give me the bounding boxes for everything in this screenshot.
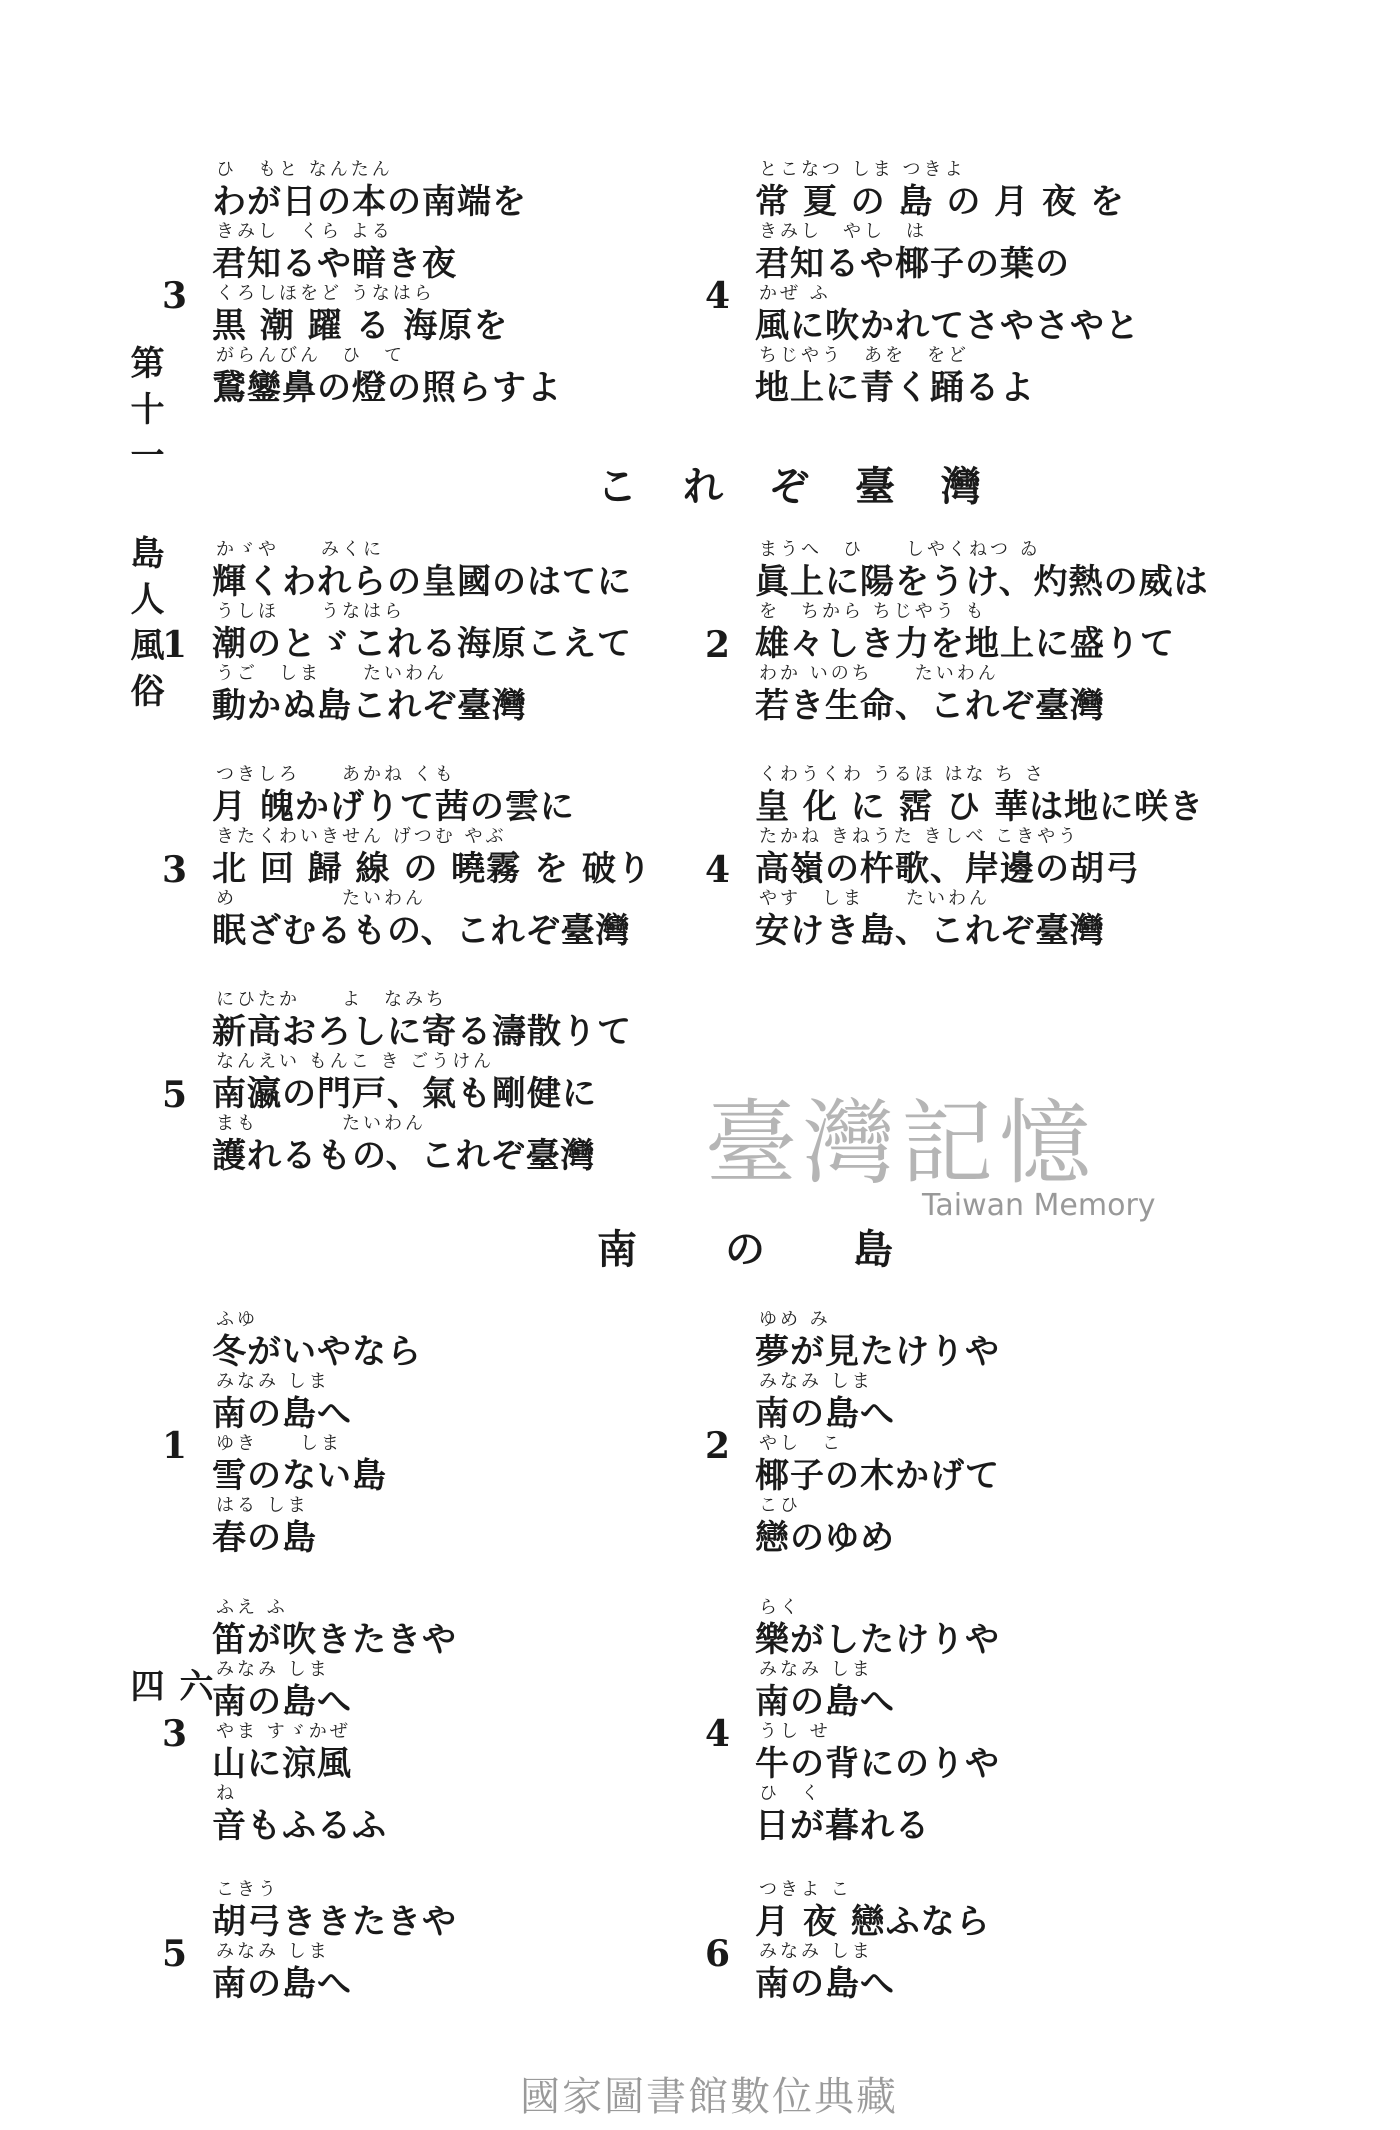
lyric-text: 護れるもの、これぞ臺灣 (212, 1136, 596, 1176)
furigana: たかね きねうた きしべ こきやう (759, 826, 1080, 847)
lyric-text: 南の島へ (212, 1682, 352, 1722)
lyric-line (755, 1942, 895, 2004)
lyric-line (755, 1598, 1000, 1660)
lyric-line (755, 1434, 1000, 1496)
verse-number: 3 (162, 1713, 188, 1755)
furigana: やす しま たいわん (759, 888, 990, 909)
verse-number: 2 (705, 624, 731, 666)
verse-number: 4 (705, 849, 731, 891)
lyric-text: 夢が見たけりや (755, 1332, 1000, 1372)
lyric-text: 樂がしたけりや (755, 1620, 1000, 1660)
furigana: ひ もと なんたん (216, 159, 393, 180)
furigana: ゆめ み (759, 1309, 831, 1330)
lyric-text: 眞上に陽をうけ、灼熱の威は (755, 562, 1209, 602)
lyric-line (212, 1052, 597, 1114)
lyric-text: 雪のない島 (212, 1456, 387, 1496)
lyric-line (212, 1784, 387, 1846)
lyric-line (755, 765, 1204, 827)
lyric-line (212, 827, 652, 889)
lyric-line (755, 540, 1209, 602)
furigana: うしほ うなはら (216, 601, 405, 622)
furigana: なんえい もんこ き ごうけん (216, 1051, 495, 1072)
furigana: め たいわん (216, 888, 426, 909)
lyric-text: 椰子の木かげて (755, 1456, 1000, 1496)
lyric-text: 潮のとゞこれる海原こえて (212, 624, 632, 664)
lyric-text: 南の島へ (212, 1964, 352, 2004)
lyric-text: 南の島へ (212, 1394, 352, 1434)
lyric-text: 風に吹かれてさやさやと (755, 306, 1140, 346)
lyric-line (212, 284, 508, 346)
lyric-line (212, 1722, 352, 1784)
furigana: わか いのち たいわん (759, 663, 999, 684)
lyric-text: 鵞鑾鼻の燈の照らすよ (212, 368, 562, 408)
lyric-line (755, 284, 1140, 346)
furigana: かゞや みくに (216, 539, 384, 560)
song-title: 南の島 (597, 1226, 981, 1273)
lyric-line (755, 160, 1125, 222)
furigana: きみし やし は (759, 221, 927, 242)
verse-number: 5 (162, 1933, 188, 1975)
furigana: とこなつ しま つきよ (759, 159, 966, 180)
lyric-text: 君知るや暗き夜 (212, 244, 457, 284)
furigana: みなみ しま (759, 1941, 873, 1962)
lyric-text: 笛が吹きたきや (212, 1620, 457, 1660)
lyric-line (755, 1722, 1000, 1784)
verse-number: 1 (162, 624, 188, 666)
lyric-text: 胡弓ききたきや (212, 1902, 457, 1942)
lyric-line (212, 1114, 596, 1176)
furigana: はる しま (216, 1495, 309, 1516)
lyric-line (212, 889, 631, 951)
lyric-text: 戀のゆめ (755, 1518, 895, 1558)
furigana: みなみ しま (759, 1659, 873, 1680)
lyric-text: 音もふるふ (212, 1806, 387, 1846)
lyric-text: 若き生命、これぞ臺灣 (755, 686, 1105, 726)
lyric-line (212, 1942, 352, 2004)
lyric-text: 北 回 歸 線 の 曉霧 を 破り (212, 849, 652, 889)
lyric-line (212, 160, 527, 222)
lyric-text: 冬がいやなら (212, 1332, 422, 1372)
footer-credit: 國家圖書館數位典藏 (520, 2074, 898, 2120)
lyric-line (212, 1434, 387, 1496)
lyric-text: 南瀛の門戸、氣も剛健に (212, 1074, 597, 1114)
verse-number: 1 (162, 1425, 188, 1467)
lyric-text: 常 夏 の 島 の 月 夜 を (755, 182, 1125, 222)
watermark-english: Taiwan Memory (922, 1188, 1156, 1223)
verse-number: 4 (705, 275, 731, 317)
furigana: らく (759, 1597, 801, 1618)
lyric-line (755, 827, 1140, 889)
lyric-text: 眠ざむるもの、これぞ臺灣 (212, 911, 631, 951)
lyric-text: 春の島 (212, 1518, 317, 1558)
page-number: 六四 (124, 1668, 213, 1714)
verse-number: 2 (705, 1425, 731, 1467)
lyric-line (755, 1880, 991, 1942)
furigana: を ちから ちじやう も (759, 601, 987, 622)
running-head: 第十一 島人風俗 (124, 345, 164, 719)
lyric-text: 月 夜 戀ふなら (755, 1902, 991, 1942)
lyric-line (212, 1372, 352, 1434)
lyric-text: 南の島へ (755, 1682, 895, 1722)
furigana: くわうくわ うるほ はな ち さ (759, 764, 1046, 785)
furigana: こひ (759, 1495, 801, 1516)
lyric-line (755, 1310, 1000, 1372)
furigana: がらんびん ひ て (216, 345, 405, 366)
furigana: まも たいわん (216, 1113, 426, 1134)
lyric-line (212, 664, 527, 726)
lyric-line (212, 1598, 457, 1660)
furigana: ふえ ふ (216, 1597, 288, 1618)
furigana: つきしろ あかね くも (216, 764, 456, 785)
lyric-line (212, 990, 632, 1052)
verse-number: 6 (705, 1933, 731, 1975)
verse-number: 4 (705, 1713, 731, 1755)
lyric-line (755, 1496, 895, 1558)
lyric-text: 輝くわれらの皇國のはてに (212, 562, 632, 602)
lyric-line (212, 346, 562, 408)
lyric-line (755, 1372, 895, 1434)
lyric-text: 新高おろしに寄る濤散りて (212, 1012, 632, 1052)
lyric-text: 黒 潮 躍 る 海原を (212, 306, 509, 346)
lyric-text: 動かぬ島これぞ臺灣 (212, 686, 527, 726)
lyric-line (212, 1660, 352, 1722)
lyric-line (212, 540, 632, 602)
furigana: ひ く (759, 1783, 822, 1804)
furigana: こきう (216, 1879, 279, 1900)
lyric-text: 月 魄かげりて茜の雲に (212, 787, 575, 827)
furigana: つきよ こ (759, 1879, 852, 1900)
furigana: ふゆ (216, 1309, 258, 1330)
lyric-text: 南の島へ (755, 1964, 895, 2004)
lyric-text: 日が暮れる (755, 1806, 930, 1846)
lyric-text: 雄々しき力を地上に盛りて (755, 624, 1175, 664)
lyric-line (755, 1784, 930, 1846)
verse-number: 3 (162, 275, 188, 317)
lyric-line (755, 222, 1070, 284)
furigana: にひたか よ なみち (216, 989, 447, 1010)
lyric-line (755, 889, 1105, 951)
lyric-line (212, 1496, 317, 1558)
lyric-line (755, 1660, 895, 1722)
furigana: くろしほをど うなはら (216, 283, 435, 304)
lyric-line (755, 664, 1105, 726)
furigana: ね (216, 1783, 237, 1804)
lyric-text: 皇 化 に 霑 ひ 華は地に咲き (755, 787, 1205, 827)
lyric-line (212, 765, 575, 827)
furigana: きみし くら よる (216, 221, 393, 242)
furigana: みなみ しま (216, 1941, 330, 1962)
furigana: うし せ (759, 1721, 831, 1742)
furigana: みなみ しま (216, 1659, 330, 1680)
furigana: やし こ (759, 1433, 843, 1454)
lyric-text: 牛の背にのりや (755, 1744, 1000, 1784)
lyric-line (755, 346, 1035, 408)
lyric-text: 南の島へ (755, 1394, 895, 1434)
lyric-text: 安けき島、これぞ臺灣 (755, 911, 1105, 951)
furigana: うご しま たいわん (216, 663, 447, 684)
song-title: これぞ臺灣 (597, 463, 1027, 510)
lyric-text: 地上に青く踊るよ (755, 368, 1035, 408)
furigana: みなみ しま (216, 1371, 330, 1392)
verse-number: 5 (162, 1074, 188, 1116)
furigana: みなみ しま (759, 1371, 873, 1392)
lyric-text: 高嶺の杵歌、岸邊の胡弓 (755, 849, 1140, 889)
watermark-chinese: 臺灣記憶 (705, 1090, 1098, 1197)
lyric-line (212, 1880, 457, 1942)
furigana: きたくわいきせん げつむ やぶ (216, 826, 507, 847)
furigana: ゆき しま (216, 1433, 342, 1454)
furigana: ちじやう あを をど (759, 345, 969, 366)
furigana: かぜ ふ (759, 283, 831, 304)
lyric-text: 山に涼風 (212, 1744, 352, 1784)
furigana: まうへ ひ しやくねつ ゐ (759, 539, 1041, 560)
furigana: やま すゞかぜ (216, 1721, 351, 1742)
lyric-text: 君知るや椰子の葉の (755, 244, 1070, 284)
lyric-text: わが日の本の南端を (212, 182, 527, 222)
lyric-line (755, 602, 1175, 664)
verse-number: 3 (162, 849, 188, 891)
lyric-line (212, 602, 632, 664)
lyric-line (212, 222, 457, 284)
lyric-line (212, 1310, 422, 1372)
